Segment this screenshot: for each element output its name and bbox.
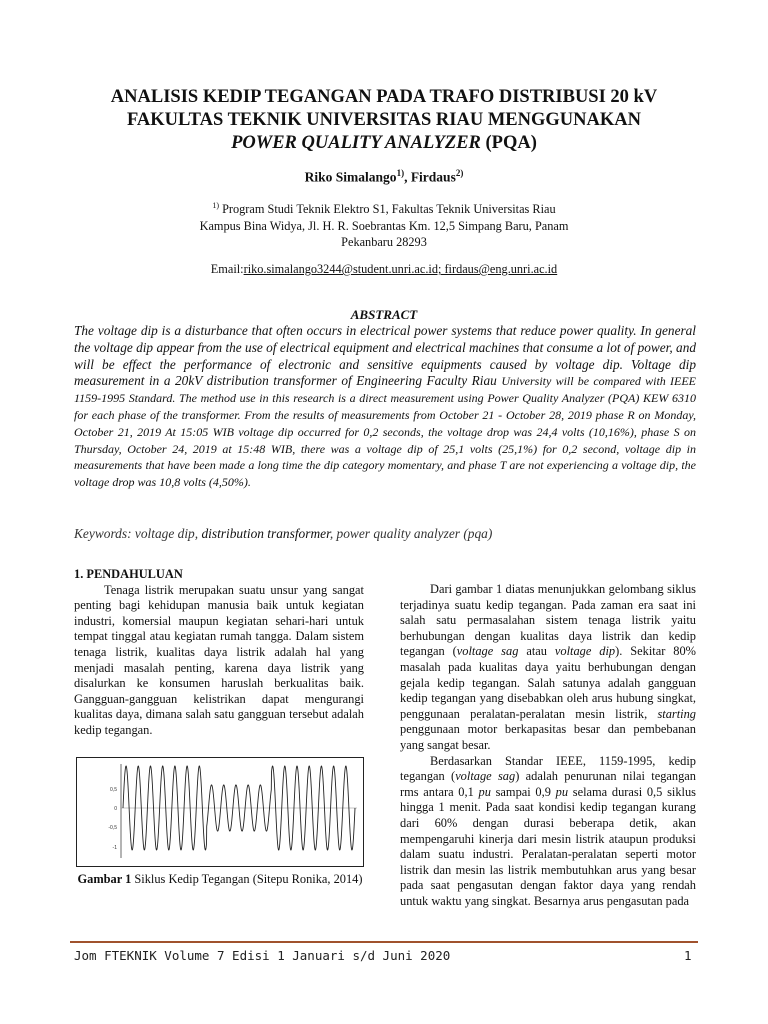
affiliation-line-1-text: Program Studi Teknik Elektro S1, Fakultas Teknik Universitas Riau — [219, 202, 556, 217]
email-label: Email: — [210, 262, 244, 276]
text-run: penggunaan motor berkapasitas besar dan pembebanan yang sangat besar. — [400, 722, 696, 752]
title-line-3-rest: (PQA) — [480, 133, 537, 153]
caption-text: Siklus Kedip Tegangan (Sitepu Ronika, 2014) — [131, 872, 363, 886]
abstract-part-2: University will be compared with IEEE 1159-1995 Standard. The method use in this research is a direct measurement using Power Quality Analyzer (PQA) KEW 6310 for each phase of the transformer. From the results of measurements from October 21 - October 28, 2019 phase R on Monday, October 21, 2019 At 15:05 WIB voltage dip occurred for 0,2 seconds, the voltage drop was 24,4 volts (10,16%), phase S on Thursday, October 24, 2019 at 15:48 WIB, there was a voltage dip of 25,1 volts (25,1%) for 0,2 second, voltage dip in measurements that have been made a long time the dip category momentary, and phase T are not experiencing a voltage dip, the voltage drop was 10,8 volts (4,50%). — [74, 374, 696, 490]
author-2-sup: 2) — [455, 168, 464, 178]
text-run: Dari gambar 1 diatas menunjukkan gelombang siklus terjadinya suatu kedip tegangan. Pada zaman era saat ini salah satu permasalahan sistem tenaga listrik yaitu berhubungan dengan kualitas daya listrik dan kedip tegangan ( — [400, 582, 696, 659]
affiliation-line-2: Kampus Bina Widya, Jl. H. R. Soebrantas Km. 12,5 Simpang Baru, Panam — [199, 218, 569, 233]
text-run: selama durasi 0,5 siklus hingga 1 menit. Pada saat kondisi kedip tegangan kurang dari 60% dengan durasi beberapa detik, akan mempengaruhi kinerja dari mesin listrik ataupun produksi dalam suatu industri. Peralatan-peralatan seperti motor listrik dan mesin las listrik membutuhkan arus yang besar pada saat pengasutan dengan faktor daya yang rendah untuk waktu yang singkat. Besarnya arus pengasutan pada — [400, 784, 696, 908]
author-2: Firdaus — [410, 169, 456, 185]
keywords — [74, 526, 492, 542]
text-run: Berdasarkan Standar IEEE, 1159-1995, kedip tegangan ( — [400, 753, 696, 784]
text-run: ). Sekitar 80% masalah pada kualitas daya yaitu berhubungan dengan gejala kedip tegangan. Salah satunya adalah gangguan kedip tegangan yang disebabkan oleh arus hubung singkat, penggunaan peralatan-peralatan mesin listrik, — [400, 644, 696, 721]
keywords-c: , power quality analyzer (pqa) — [329, 526, 493, 541]
affiliation-line-3: Pekanbaru 28293 — [341, 235, 427, 250]
abstract-part-1: The voltage dip is a disturbance that often occurs in electrical power systems that reduce power quality. In general the voltage dip appear from the use of electrical equipment and electrical machines that consume a lot of power, and will be effect the performance of electronic and sensitive equipments caused by voltage dip. Voltage dip measurement in a 20kV distribution transformer of Engineering Faculty Riau — [74, 323, 696, 389]
affiliation — [100, 198, 668, 251]
text-run: sampai 0,9 — [490, 784, 556, 799]
voltage-dip-waveform — [77, 758, 363, 866]
title-line-3-italic: POWER QUALITY ANALYZER — [231, 133, 481, 153]
authors — [60, 168, 708, 186]
text-run: ) adalah penurunan nilai tegangan rms antara 0,1 — [400, 769, 697, 799]
title-line-2: FAKULTAS TEKNIK UNIVERSITAS RIAU MENGGUNAKAN — [127, 110, 641, 130]
figure-caption — [74, 872, 366, 888]
right-paragraph-2 — [400, 754, 696, 910]
text-run-italic: voltage sag — [455, 769, 516, 784]
text-run-italic: starting — [657, 706, 696, 721]
tick-label: -0,5 — [108, 825, 117, 831]
tick-label: -1 — [112, 845, 117, 851]
title-line-1: ANALISIS KEDIP TEGANGAN PADA TRAFO DISTRIBUSI 20 kV — [110, 87, 658, 107]
page-number: 1 — [684, 948, 692, 963]
text-run: atau — [518, 644, 555, 659]
footer-rule — [70, 941, 698, 943]
paper-title — [60, 86, 708, 155]
affiliation-line-1 — [100, 198, 668, 218]
caption-label: Gambar 1 — [77, 872, 132, 886]
section-heading: 1. PENDAHULUAN — [74, 567, 183, 581]
author-sep: , — [404, 169, 411, 185]
affiliation-sup: 1) — [212, 201, 219, 210]
title-line-3 — [60, 132, 708, 155]
right-paragraph-1 — [400, 582, 696, 754]
right-column — [400, 582, 696, 909]
text-run-italic: pu — [555, 784, 569, 799]
text-run-italic: voltage dip — [554, 644, 616, 659]
figure-1 — [76, 757, 364, 867]
text-run-italic: voltage sag — [456, 644, 519, 659]
author-1: Riko Simalango — [304, 169, 397, 185]
abstract-heading: ABSTRACT — [350, 307, 418, 322]
email-line — [80, 262, 688, 277]
author-1-sup: 1) — [396, 168, 405, 178]
keywords-a: Keywords: voltage dip, — [74, 526, 202, 541]
tick-label: 0 — [114, 806, 117, 812]
intro-paragraph: Tenaga listrik merupakan suatu unsur yang sangat penting bagi kehidupan manusia baik untuk kegiatan industri, komersial maupun kegiatan sehari-hari untuk tempat tinggal atau kegiatan rumah tangga. Dalam sistem tenaga listrik, kualitas daya listrik adalah hal yang menjadi masalah penting, karena daya listrik yang disalurkan ke konsumen haruslah berkualitas baik. Gangguan-gangguan kelistrikan dapat mengurangi kualitas daya, dimana salah satu gangguan tersebut adalah kedip tegangan. — [74, 582, 364, 737]
tick-label: 0,5 — [110, 787, 117, 793]
email-link[interactable]: riko.simalango3244@student.unri.ac.id; firdaus@eng.unri.ac.id — [243, 262, 558, 276]
keywords-b: distribution transformer — [201, 526, 330, 541]
left-column — [74, 567, 364, 739]
text-run-italic: pu — [478, 784, 491, 799]
abstract-body — [74, 323, 696, 491]
footer-journal: Jom FTEKNIK Volume 7 Edisi 1 Januari s/d Juni 2020 — [74, 948, 451, 963]
